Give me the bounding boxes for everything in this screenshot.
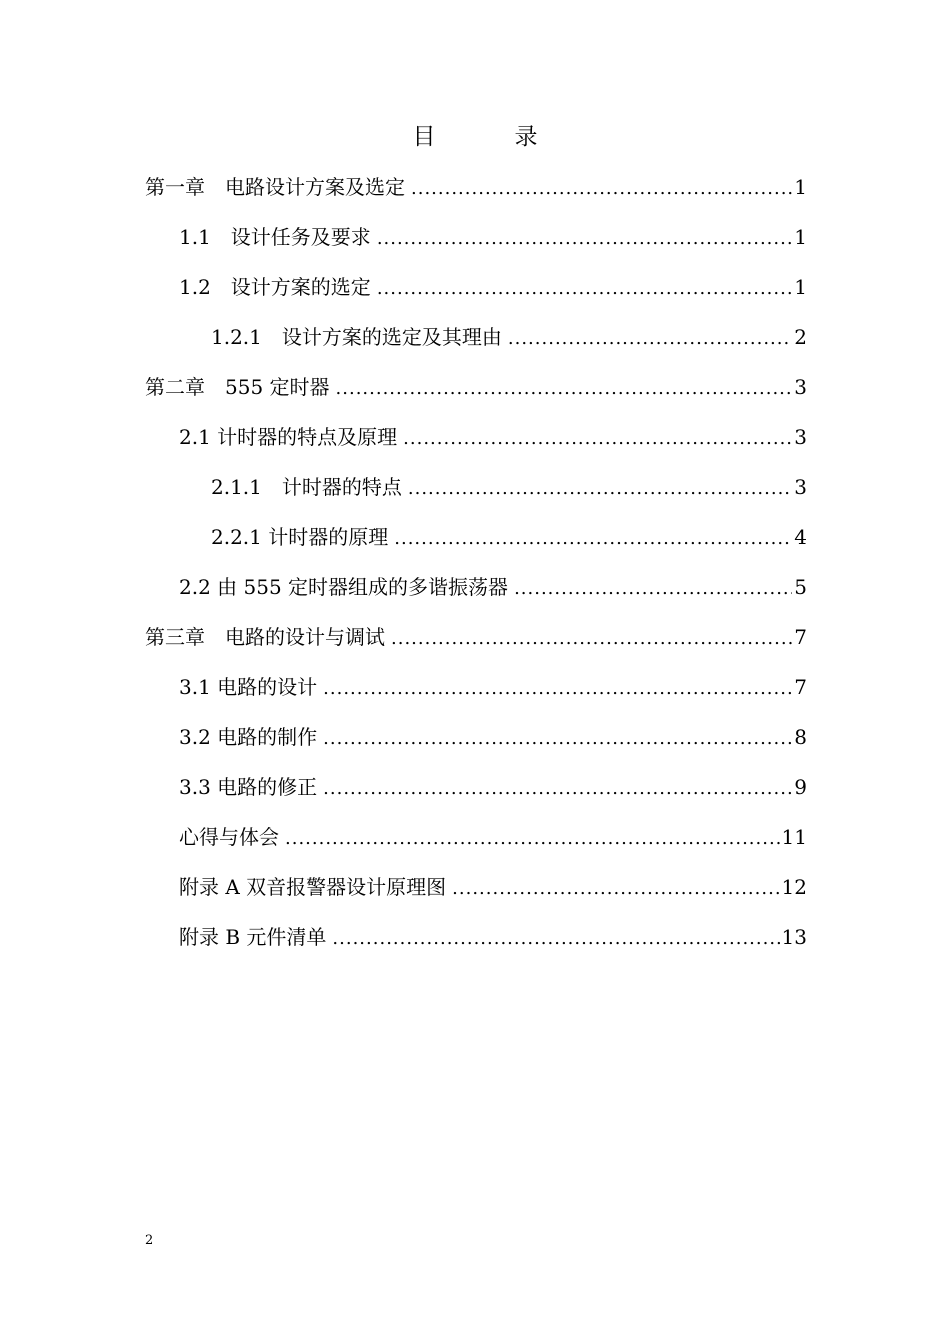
dot-leader (285, 822, 780, 856)
toc-entry-label: 第二章 555 定时器 (145, 375, 330, 399)
toc-entry-label: 附录 A 双音报警器设计原理图 (179, 875, 447, 899)
toc-entry[interactable] (145, 170, 807, 220)
toc-entry-page: 2 (794, 325, 807, 349)
toc-entry-page: 7 (794, 625, 807, 649)
toc-entry-label: 心得与体会 (179, 825, 279, 849)
toc-entry-page: 1 (794, 175, 807, 199)
toc-entry-label: 2.1 计时器的特点及原理 (179, 425, 398, 449)
dot-leader (377, 222, 792, 256)
toc-entry-label: 1.1 设计任务及要求 (179, 225, 371, 249)
toc-entry-label: 第三章 电路的设计与调试 (145, 625, 385, 649)
dot-leader (336, 372, 793, 406)
dot-leader (514, 572, 792, 606)
toc-entry[interactable] (145, 670, 807, 720)
toc-entry-label: 3.3 电路的修正 (179, 775, 318, 799)
toc-entry-label: 3.2 电路的制作 (179, 725, 318, 749)
toc-entry[interactable] (145, 370, 807, 420)
toc-entry-label: 3.1 电路的设计 (179, 675, 318, 699)
dot-leader (408, 472, 792, 506)
dot-leader (323, 672, 792, 706)
dot-leader (391, 622, 792, 656)
toc-entry-label: 2.2 由 555 定时器组成的多谐振荡器 (179, 575, 509, 599)
toc-entry-page: 8 (794, 725, 807, 749)
toc-entry[interactable] (145, 420, 807, 470)
toc-entry-page: 3 (794, 425, 807, 449)
toc-entry-page: 1 (794, 225, 807, 249)
dot-leader (332, 922, 779, 956)
toc-entry[interactable] (145, 570, 807, 620)
dot-leader (323, 772, 792, 806)
toc-entry-label: 2.2.1 计时器的原理 (211, 525, 389, 549)
dot-leader (508, 322, 792, 356)
dot-leader (452, 872, 779, 906)
toc-entry[interactable] (145, 520, 807, 570)
dot-leader (323, 722, 792, 756)
toc-entry-label: 1.2 设计方案的选定 (179, 275, 371, 299)
toc-entry-page: 5 (794, 575, 807, 599)
toc-entry[interactable] (145, 720, 807, 770)
toc-entry[interactable] (145, 320, 807, 370)
toc-entry-page: 3 (794, 475, 807, 499)
toc-entry-page: 9 (794, 775, 807, 799)
dot-leader (403, 422, 792, 456)
dot-leader (411, 172, 792, 206)
toc-entry[interactable] (145, 620, 807, 670)
toc-entry-page: 3 (794, 375, 807, 399)
toc-entry-label: 1.2.1 设计方案的选定及其理由 (211, 325, 502, 349)
toc-title: 目 录 (412, 124, 566, 150)
toc-entry-page: 13 (781, 925, 807, 949)
dot-leader (377, 272, 792, 306)
toc-entry[interactable] (145, 870, 807, 920)
toc-entry-page: 11 (781, 825, 807, 849)
toc-entry-page: 4 (794, 525, 807, 549)
toc-entry-page: 12 (781, 875, 807, 899)
toc-entry-label: 第一章 电路设计方案及选定 (145, 175, 405, 199)
toc-list (145, 170, 807, 970)
toc-entry[interactable] (145, 920, 807, 970)
toc-entry-label: 附录 B 元件清单 (179, 925, 327, 949)
toc-entry[interactable] (145, 270, 807, 320)
toc-entry-label: 2.1.1 计时器的特点 (211, 475, 402, 499)
toc-entry[interactable] (145, 820, 807, 870)
page-number: 2 (145, 1233, 154, 1248)
toc-entry[interactable] (145, 470, 807, 520)
dot-leader (394, 522, 792, 556)
toc-entry[interactable] (145, 770, 807, 820)
toc-entry-page: 7 (794, 675, 807, 699)
toc-entry-page: 1 (794, 275, 807, 299)
toc-entry[interactable] (145, 220, 807, 270)
